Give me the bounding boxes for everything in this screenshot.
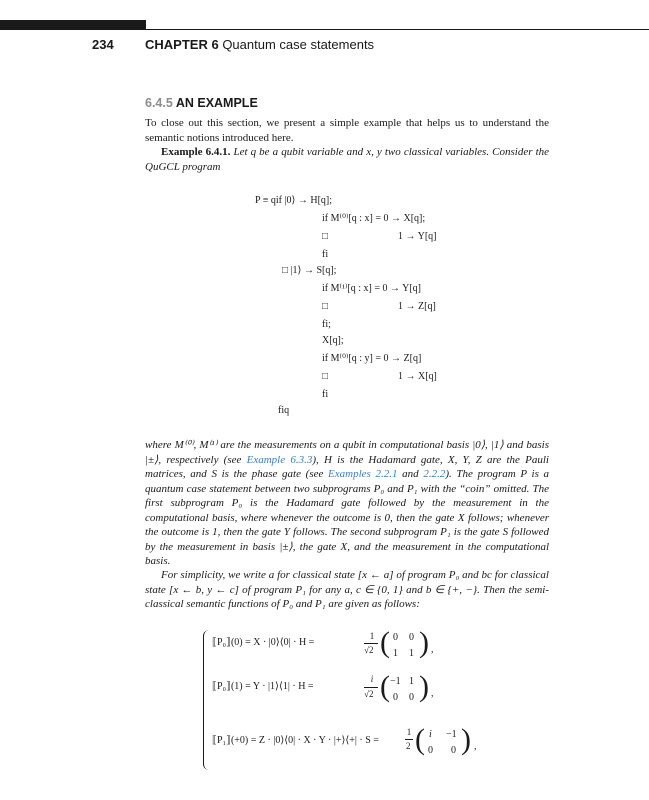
matrix-cell: −1	[446, 729, 457, 740]
example-text: Let q be a qubit variable and x, y two classical variables. Consider the QuGCL program	[145, 146, 550, 173]
comma: ,	[474, 741, 477, 752]
chapter-label: CHAPTER 6	[145, 37, 219, 52]
matrix-left-paren: (	[380, 670, 390, 703]
chapter-title: Quantum case statements	[222, 37, 375, 52]
program-line: fiq	[278, 405, 290, 416]
matrix-cell: 0	[428, 745, 433, 756]
section-number: 6.4.5	[145, 96, 173, 110]
matrix-right-paren: )	[419, 626, 429, 659]
running-header	[145, 37, 374, 52]
section-title: AN EXAMPLE	[175, 96, 258, 110]
comma: ,	[431, 688, 434, 699]
matrix-right-paren: )	[419, 670, 429, 703]
fraction-denominator: √2	[364, 645, 374, 655]
program-line: P ≡ qif |0⟩ → H[q];	[255, 195, 333, 206]
program-line: 1 → Y[q]	[398, 231, 437, 242]
program-line: if M⁽⁰⁾[q : y] = 0 → Z[q]	[322, 353, 422, 364]
fraction-denominator: 2	[406, 741, 411, 751]
fraction-denominator: √2	[364, 689, 374, 699]
para-text: and	[397, 468, 424, 480]
example-label: Example 6.4.1.	[161, 146, 231, 158]
program-line: □	[322, 301, 329, 312]
fraction-bar	[405, 739, 413, 740]
equation-1: ⟦P₀⟧(0) = X · |0⟩⟨0| · H =	[212, 637, 315, 648]
program-line: fi	[322, 389, 329, 400]
program-line: □ |1⟩ → S[q];	[282, 265, 337, 276]
equation-2: ⟦P₀⟧(1) = Y · |1⟩⟨1| · H =	[212, 681, 314, 692]
matrix-cell: 1	[409, 648, 414, 659]
matrix-cell: 0	[393, 692, 398, 703]
matrix-cell: 1	[409, 676, 414, 687]
program-line: □	[322, 371, 329, 382]
matrix-cell: −1	[390, 676, 401, 687]
comma: ,	[431, 644, 434, 655]
fraction-numerator: i	[370, 674, 374, 684]
matrix-cell: 0	[409, 632, 414, 643]
program-line: if M⁽¹⁾[q : x] = 0 → Y[q]	[322, 283, 421, 294]
intro-paragraph: To close out this section, we present a simple example that helps us to understand the semantic notions introduced here.	[145, 117, 549, 144]
matrix-right-paren: )	[461, 723, 471, 756]
program-line: 1 → Z[q]	[398, 301, 436, 312]
matrix-cell: 0	[451, 745, 456, 756]
header-rule	[146, 29, 649, 30]
matrix-cell: i	[429, 729, 432, 740]
program-line: □	[322, 231, 329, 242]
simplicity-paragraph: For simplicity, we write a for classical state [x ← a] of program P₀ and bc for classical state [x ← b, y ← c] of program P₁ for any a, c ∈ {0, 1} and b ∈ {+, −}. Then the semi-classical semantic functions of P₀ and P₁ are given as follows:	[145, 569, 549, 610]
matrix-cell: 1	[393, 648, 398, 659]
program-line: fi	[322, 249, 329, 260]
matrix-cell: 0	[409, 692, 414, 703]
link-example-2-2-2[interactable]: 2.2.2	[423, 468, 446, 480]
program-line: X[q];	[322, 335, 344, 346]
equation-3: ⟦P₁⟧(+0) = Z · |0⟩⟨0| · X · Y · |+⟩⟨+| · S =	[212, 735, 379, 746]
matrix-left-paren: (	[380, 626, 390, 659]
link-example-6-3-3[interactable]: Example 6.3.3	[246, 453, 313, 466]
program-line: 1 → X[q]	[398, 371, 437, 382]
page-number: 234	[92, 37, 114, 52]
example-paragraph	[145, 145, 549, 174]
para-text: ), H is the Hadamard gate, X, Y, Z are the Pauli matrices, and S is the phase gate (see	[145, 453, 549, 480]
fraction-numerator: 1	[369, 631, 375, 641]
header-bar	[0, 20, 146, 30]
program-line: fi;	[322, 319, 331, 330]
matrix-left-paren: (	[415, 723, 425, 756]
para-text: where M⁽⁰⁾, M⁽¹⁾ are the measurements on a qubit in computational basis |0⟩, |1⟩ and basis |±⟩, respectively (see	[145, 439, 549, 466]
fraction-bar	[364, 643, 378, 644]
para-text: ). The program P is a quantum case statement between two subprograms P₀ and P₁ with the “coin” omitted. The first subprogram P₀ is the Hadamard gate followed by the measurement in the computational basis, where whenever the outcome is 0, then the gate X follows; whenever the outcome is 1, then the gate Y follows. The second subprogram P₁ is the gate S followed by the measurement in basis |±⟩, the gate X, and the measurement in the computational basis.	[145, 468, 550, 567]
equation-brace	[203, 630, 210, 770]
link-examples-2-2-1[interactable]: Examples 2.2.1	[328, 468, 398, 480]
explanation-paragraph	[145, 438, 549, 569]
program-line: if M⁽⁰⁾[q : x] = 0 → X[q];	[322, 213, 426, 224]
matrix-cell: 0	[393, 632, 398, 643]
fraction-numerator: 1	[406, 727, 412, 737]
fraction-bar	[364, 687, 378, 688]
section-heading	[145, 96, 258, 110]
